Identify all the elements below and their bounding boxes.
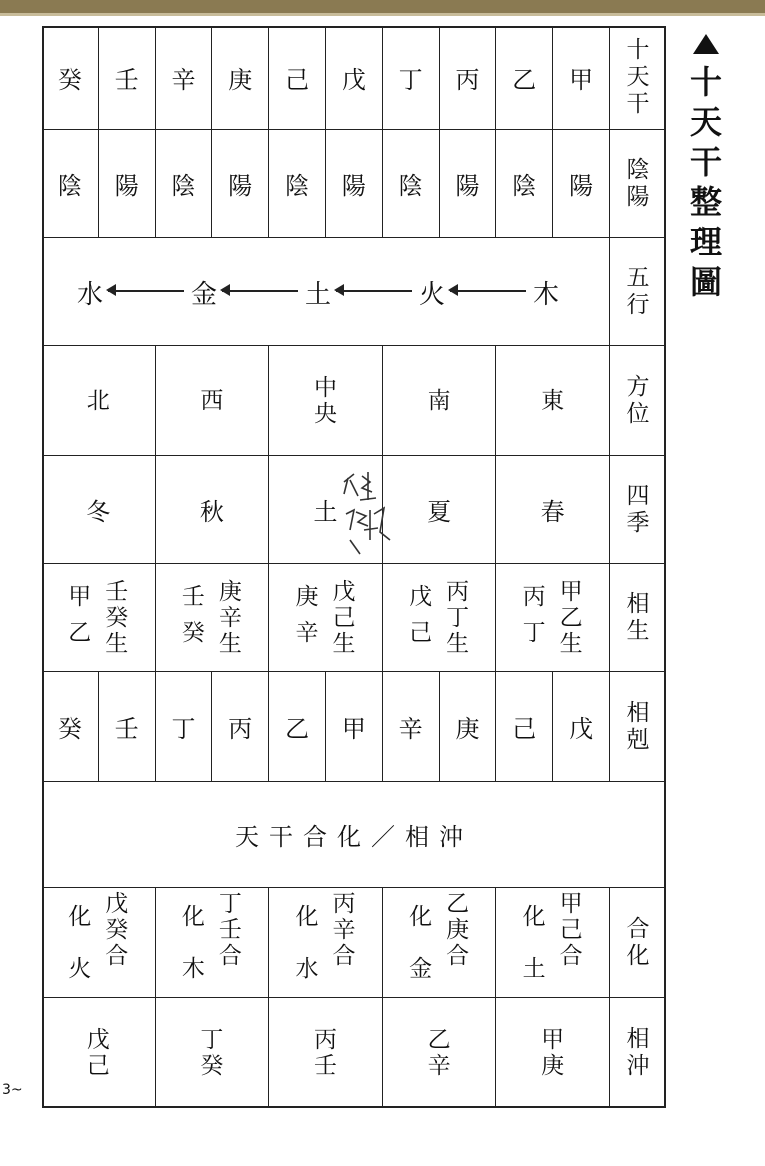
label-sheng: 相 生 [610, 564, 666, 672]
clash-cell: 丁 癸 [156, 998, 270, 1108]
label-yinyang: 陰 陽 [610, 130, 666, 238]
stem-cell: 甲 [553, 26, 610, 130]
yinyang-cell: 陰 [42, 130, 99, 238]
row-clash [42, 998, 666, 1108]
combine-cell: 化 金 乙 庚 合 [383, 888, 497, 998]
direction-cell: 東 [496, 346, 610, 456]
yinyang-cell: 陽 [440, 130, 497, 238]
arrow-left-icon [108, 290, 184, 292]
direction-cell: 南 [383, 346, 497, 456]
row-stems [42, 26, 666, 130]
combine-cell: 化 水 丙 辛 合 [269, 888, 383, 998]
clash-cell: 戊 己 [42, 998, 156, 1108]
row-banner [42, 782, 666, 888]
stem-cell: 壬 [99, 26, 156, 130]
label-combine: 合 化 [610, 888, 666, 998]
direction-cell: 北 [42, 346, 156, 456]
wuxing-element: 金 [191, 280, 218, 310]
direction-cell: 西 [156, 346, 270, 456]
scan-top-border-light [0, 13, 765, 16]
yinyang-cell: 陰 [156, 130, 213, 238]
stem-cell: 戊 [326, 26, 383, 130]
season-cell: 土 [269, 456, 383, 564]
wuxing-cell [42, 238, 610, 346]
stem-cell: 辛 [156, 26, 213, 130]
wuxing-element: 木 [533, 280, 560, 310]
sheng-cell: 甲 乙 壬 癸 生 [42, 564, 156, 672]
yinyang-cell: 陽 [553, 130, 610, 238]
yinyang-cell: 陽 [99, 130, 156, 238]
combine-cell: 化 火 戊 癸 合 [42, 888, 156, 998]
ke-cell: 甲 [326, 672, 383, 782]
ke-cell: 丁 [156, 672, 213, 782]
direction-cell: 中 央 [269, 346, 383, 456]
stem-cell: 乙 [496, 26, 553, 130]
arrow-left-icon [450, 290, 526, 292]
stem-cell: 己 [269, 26, 326, 130]
arrow-left-icon [336, 290, 412, 292]
scan-top-border [0, 0, 765, 13]
ke-cell: 癸 [42, 672, 99, 782]
sheng-cell: 丙 丁 甲 乙 生 [496, 564, 610, 672]
season-cell: 冬 [42, 456, 156, 564]
page-number: 3~ [2, 1082, 23, 1098]
label-wuxing: 五 行 [610, 238, 666, 346]
sheng-cell: 戊 己 丙 丁 生 [383, 564, 497, 672]
season-cell: 秋 [156, 456, 270, 564]
wuxing-element: 水 [77, 280, 104, 310]
yinyang-cell: 陽 [212, 130, 269, 238]
sheng-cell: 壬 癸 庚 辛 生 [156, 564, 270, 672]
combine-cell: 化 木 丁 壬 合 [156, 888, 270, 998]
title-text: 十 天 干 整 理 圖 [690, 63, 723, 301]
banner-text: 天干合化／相沖 [42, 782, 666, 888]
yinyang-cell: 陰 [269, 130, 326, 238]
page-title [690, 34, 722, 302]
ke-cell: 庚 [440, 672, 497, 782]
label-stems: 十 天 干 [610, 26, 666, 130]
ke-cell: 戊 [553, 672, 610, 782]
wuxing-element: 土 [305, 280, 332, 310]
ke-cell: 辛 [383, 672, 440, 782]
stem-cell: 丙 [440, 26, 497, 130]
combine-cell: 化 土 甲 己 合 [496, 888, 610, 998]
row-wuxing [42, 238, 666, 346]
clash-cell: 甲 庚 [496, 998, 610, 1108]
stem-cell: 庚 [212, 26, 269, 130]
triangle-icon [693, 34, 719, 54]
ke-cell: 壬 [99, 672, 156, 782]
stem-cell: 癸 [42, 26, 99, 130]
label-direction: 方 位 [610, 346, 666, 456]
row-directions [42, 346, 666, 456]
arrow-left-icon [222, 290, 298, 292]
row-ke [42, 672, 666, 782]
row-combine [42, 888, 666, 998]
yinyang-cell: 陰 [496, 130, 553, 238]
yinyang-cell: 陰 [383, 130, 440, 238]
handwritten-note [340, 470, 400, 560]
ke-cell: 己 [496, 672, 553, 782]
label-clash: 相 沖 [610, 998, 666, 1108]
clash-cell: 乙 辛 [383, 998, 497, 1108]
row-yinyang [42, 130, 666, 238]
ke-cell: 乙 [269, 672, 326, 782]
stem-cell: 丁 [383, 26, 440, 130]
season-cell: 春 [496, 456, 610, 564]
clash-cell: 丙 壬 [269, 998, 383, 1108]
wuxing-element: 火 [419, 280, 446, 310]
label-ke: 相 剋 [610, 672, 666, 782]
ke-cell: 丙 [212, 672, 269, 782]
yinyang-cell: 陽 [326, 130, 383, 238]
label-season: 四 季 [610, 456, 666, 564]
row-sheng [42, 564, 666, 672]
stems-table [42, 26, 666, 1108]
sheng-cell: 庚 辛 戊 己 生 [269, 564, 383, 672]
season-cell: 夏 [383, 456, 497, 564]
